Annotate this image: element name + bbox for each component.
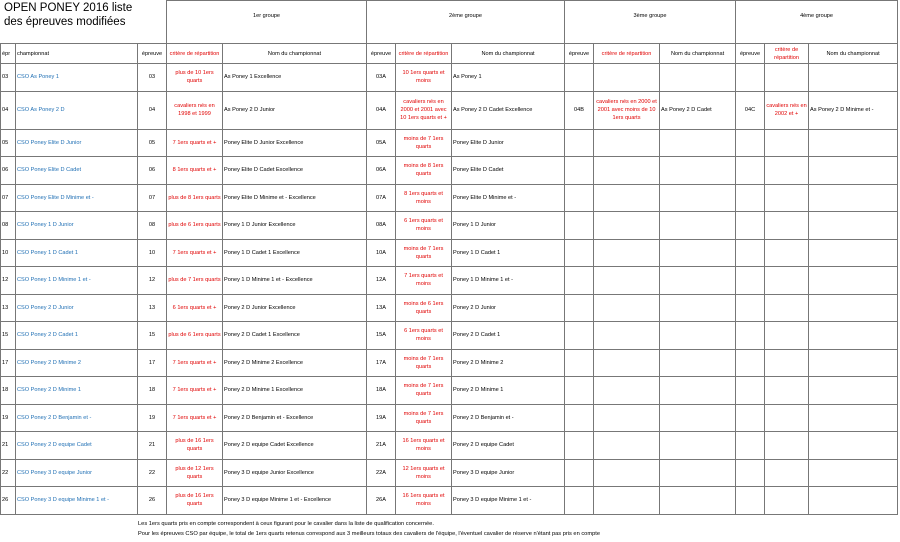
row-critere-g4 [765, 487, 809, 515]
row-critere-g3 [594, 157, 660, 185]
row-championnat: CSO Poney 1 D Minime 1 et - [16, 267, 138, 295]
row-critere-g3 [594, 404, 660, 432]
row-championnat: CSO Poney 2 D Minime 2 [16, 349, 138, 377]
row-nom-g4 [809, 404, 898, 432]
row-nom-g3 [660, 157, 736, 185]
row-championnat: CSO Poney 2 D Junior [16, 294, 138, 322]
row-epreuve-g1: 17 [138, 349, 167, 377]
row-nom-g4 [809, 322, 898, 350]
row-championnat: CSO Poney 3 D equipe Minime 1 et - [16, 487, 138, 515]
row-epreuve-g4: 04C [736, 91, 765, 129]
row-critere-g3 [594, 267, 660, 295]
row-critere-g2: 12 1ers quarts et moins [396, 459, 452, 487]
row-epreuve-g3 [565, 267, 594, 295]
row-epreuve-g3 [565, 322, 594, 350]
row-epr: 08 [1, 212, 16, 240]
row-critere-g4 [765, 349, 809, 377]
note-line: Pour les épreuves CSO par équipe, le total de 1ers quarts retenus correspond aux 3 meilleurs totaux des cavaliers de l'équipe, l'éventuel cavalier de réserve n'étant pas pris en compte [138, 531, 600, 537]
table-row [1, 157, 898, 185]
row-epreuve-g2: 03A [367, 64, 396, 92]
row-epreuve-g3 [565, 377, 594, 405]
row-epr: 13 [1, 294, 16, 322]
row-epreuve-g4 [736, 404, 765, 432]
row-epreuve-g2: 22A [367, 459, 396, 487]
row-epreuve-g3 [565, 432, 594, 460]
table-row [1, 349, 898, 377]
row-epreuve-g4 [736, 157, 765, 185]
row-nom-g4 [809, 129, 898, 157]
row-nom-g3 [660, 322, 736, 350]
row-nom-g2: Poney 2 D Cadet 1 [452, 322, 565, 350]
col-header-nom: Nom du championnat [660, 44, 736, 64]
row-epreuve-g4 [736, 129, 765, 157]
table-row [1, 322, 898, 350]
row-epreuve-g1: 22 [138, 459, 167, 487]
row-epreuve-g1: 06 [138, 157, 167, 185]
row-nom-g2: As Poney 2 D Cadet Excellence [452, 91, 565, 129]
row-nom-g1: Poney Elite D Junior Excellence [223, 129, 367, 157]
row-nom-g4 [809, 64, 898, 92]
col-header-epr: épr [1, 44, 16, 64]
row-nom-g2: Poney 2 D Minime 1 [452, 377, 565, 405]
row-epreuve-g1: 07 [138, 184, 167, 212]
row-epr: 21 [1, 432, 16, 460]
row-critere-g3: cavaliers nés en 2000 et 2001 avec moins de 10 1ers quarts [594, 91, 660, 129]
row-nom-g2: Poney Elite D Junior [452, 129, 565, 157]
col-header-critere: critère de répartition [396, 44, 452, 64]
row-nom-g3 [660, 349, 736, 377]
row-critere-g3 [594, 432, 660, 460]
row-epreuve-g2: 04A [367, 91, 396, 129]
row-nom-g1: As Poney 2 D Junior [223, 91, 367, 129]
row-epreuve-g3 [565, 239, 594, 267]
row-nom-g2: Poney 1 D Minime 1 et - [452, 267, 565, 295]
row-nom-g1: Poney 2 D Minime 2 Excellence [223, 349, 367, 377]
row-nom-g2: Poney Elite D Minime et - [452, 184, 565, 212]
row-epreuve-g4 [736, 322, 765, 350]
row-critere-g2: 7 1ers quarts et moins [396, 267, 452, 295]
row-epreuve-g4 [736, 64, 765, 92]
row-critere-g2: moins de 8 1ers quarts [396, 157, 452, 185]
row-nom-g1: Poney 2 D Minime 1 Excellence [223, 377, 367, 405]
col-header-critere: critère de répartition [594, 44, 660, 64]
row-nom-g3 [660, 239, 736, 267]
table-row [1, 129, 898, 157]
row-nom-g1: As Poney 1 Excellence [223, 64, 367, 92]
table-row [1, 64, 898, 92]
row-epr: 26 [1, 487, 16, 515]
row-epr: 12 [1, 267, 16, 295]
row-epr: 04 [1, 91, 16, 129]
row-critere-g3 [594, 459, 660, 487]
row-championnat: CSO Poney 1 D Cadet 1 [16, 239, 138, 267]
row-critere-g2: moins de 7 1ers quarts [396, 239, 452, 267]
row-championnat: CSO Poney 2 D Benjamin et - [16, 404, 138, 432]
row-nom-g4 [809, 239, 898, 267]
row-epreuve-g2: 05A [367, 129, 396, 157]
row-epreuve-g4 [736, 267, 765, 295]
row-epreuve-g2: 18A [367, 377, 396, 405]
table-row [1, 184, 898, 212]
col-header-epreuve: épreuve [138, 44, 167, 64]
col-header-nom: Nom du championnat [809, 44, 898, 64]
row-critere-g3 [594, 212, 660, 240]
row-epreuve-g2: 06A [367, 157, 396, 185]
row-championnat: CSO Poney Elite D Minime et - [16, 184, 138, 212]
table-row [1, 404, 898, 432]
row-epr: 03 [1, 64, 16, 92]
row-nom-g4 [809, 487, 898, 515]
row-critere-g2: cavaliers nés en 2000 et 2001 avec 10 1ers quarts et + [396, 91, 452, 129]
row-nom-g3 [660, 184, 736, 212]
row-epreuve-g2: 19A [367, 404, 396, 432]
row-nom-g1: Poney 1 D Junior Excellence [223, 212, 367, 240]
row-nom-g2: Poney 1 D Cadet 1 [452, 239, 565, 267]
col-header-championnat: championnat [16, 44, 138, 64]
row-epreuve-g2: 26A [367, 487, 396, 515]
row-critere-g1: 7 1ers quarts et + [167, 377, 223, 405]
row-epr: 15 [1, 322, 16, 350]
row-nom-g4 [809, 349, 898, 377]
row-critere-g1: plus de 16 1ers quarts [167, 487, 223, 515]
group-3-header: 3ème groupe [565, 1, 736, 44]
row-epreuve-g2: 08A [367, 212, 396, 240]
row-critere-g4 [765, 157, 809, 185]
row-nom-g1: Poney 1 D Minime 1 et - Excellence [223, 267, 367, 295]
row-critere-g1: 7 1ers quarts et + [167, 239, 223, 267]
row-epreuve-g2: 17A [367, 349, 396, 377]
row-nom-g2: Poney 3 D equipe Minime 1 et - [452, 487, 565, 515]
col-header-epreuve: épreuve [736, 44, 765, 64]
row-epr: 19 [1, 404, 16, 432]
row-epreuve-g1: 21 [138, 432, 167, 460]
row-championnat: CSO Poney Elite D Junior [16, 129, 138, 157]
row-epreuve-g1: 08 [138, 212, 167, 240]
row-epreuve-g4 [736, 432, 765, 460]
row-epreuve-g4 [736, 294, 765, 322]
table-row [1, 459, 898, 487]
row-championnat: CSO Poney Elite D Cadet [16, 157, 138, 185]
row-critere-g4 [765, 267, 809, 295]
row-critere-g1: plus de 10 1ers quarts [167, 64, 223, 92]
row-nom-g3 [660, 212, 736, 240]
row-critere-g4 [765, 64, 809, 92]
row-critere-g1: plus de 16 1ers quarts [167, 432, 223, 460]
row-critere-g1: plus de 7 1ers quarts [167, 267, 223, 295]
row-nom-g2: Poney 2 D Benjamin et - [452, 404, 565, 432]
row-critere-g2: moins de 7 1ers quarts [396, 404, 452, 432]
notes [138, 519, 600, 539]
row-epreuve-g1: 05 [138, 129, 167, 157]
row-critere-g4: cavaliers nés en 2002 et + [765, 91, 809, 129]
row-nom-g3 [660, 64, 736, 92]
row-epreuve-g1: 10 [138, 239, 167, 267]
col-header-critere: critère de répartition [765, 44, 809, 64]
row-epreuve-g3 [565, 64, 594, 92]
group-4-header: 4ème groupe [736, 1, 898, 44]
row-nom-g4 [809, 212, 898, 240]
row-critere-g2: moins de 7 1ers quarts [396, 349, 452, 377]
row-critere-g2: 8 1ers quarts et moins [396, 184, 452, 212]
row-epreuve-g3 [565, 157, 594, 185]
row-epreuve-g4 [736, 239, 765, 267]
table-row [1, 91, 898, 129]
row-nom-g4 [809, 184, 898, 212]
row-epreuve-g2: 21A [367, 432, 396, 460]
row-nom-g3 [660, 432, 736, 460]
row-epr: 18 [1, 377, 16, 405]
table-row [1, 239, 898, 267]
row-epreuve-g3 [565, 184, 594, 212]
table-row [1, 212, 898, 240]
row-epreuve-g3 [565, 404, 594, 432]
col-header-nom: Nom du championnat [223, 44, 367, 64]
row-nom-g4 [809, 459, 898, 487]
row-epreuve-g3 [565, 294, 594, 322]
row-nom-g4 [809, 157, 898, 185]
row-epreuve-g2: 12A [367, 267, 396, 295]
row-critere-g1: 6 1ers quarts et + [167, 294, 223, 322]
row-critere-g3 [594, 294, 660, 322]
row-critere-g3 [594, 377, 660, 405]
col-header-nom: Nom du championnat [452, 44, 565, 64]
row-critere-g2: 6 1ers quarts et moins [396, 212, 452, 240]
row-nom-g1: Poney 3 D equipe Minime 1 et - Excellence [223, 487, 367, 515]
row-epreuve-g1: 18 [138, 377, 167, 405]
row-epreuve-g2: 10A [367, 239, 396, 267]
row-critere-g2: moins de 7 1ers quarts [396, 129, 452, 157]
row-epreuve-g4 [736, 212, 765, 240]
table-row [1, 294, 898, 322]
table-row [1, 432, 898, 460]
row-epreuve-g3 [565, 212, 594, 240]
row-nom-g2: Poney 1 D Junior [452, 212, 565, 240]
row-epr: 10 [1, 239, 16, 267]
row-critere-g4 [765, 459, 809, 487]
row-epreuve-g2: 13A [367, 294, 396, 322]
row-critere-g2: moins de 7 1ers quarts [396, 377, 452, 405]
table-row [1, 487, 898, 515]
row-nom-g2: Poney 3 D equipe Junior [452, 459, 565, 487]
row-nom-g4 [809, 294, 898, 322]
row-epreuve-g1: 04 [138, 91, 167, 129]
row-nom-g1: Poney 2 D Benjamin et - Excellence [223, 404, 367, 432]
row-nom-g3 [660, 294, 736, 322]
row-critere-g1: 7 1ers quarts et + [167, 349, 223, 377]
row-critere-g4 [765, 322, 809, 350]
row-epr: 17 [1, 349, 16, 377]
row-critere-g4 [765, 184, 809, 212]
row-nom-g1: Poney 1 D Cadet 1 Excellence [223, 239, 367, 267]
row-critere-g4 [765, 404, 809, 432]
row-nom-g3 [660, 404, 736, 432]
row-nom-g4 [809, 377, 898, 405]
row-epreuve-g2: 07A [367, 184, 396, 212]
row-nom-g3 [660, 377, 736, 405]
row-nom-g2: As Poney 1 [452, 64, 565, 92]
row-championnat: CSO Poney 2 D Cadet 1 [16, 322, 138, 350]
row-epreuve-g4 [736, 349, 765, 377]
row-critere-g4 [765, 212, 809, 240]
row-critere-g3 [594, 239, 660, 267]
row-critere-g1: plus de 6 1ers quarts [167, 322, 223, 350]
row-nom-g1: Poney Elite D Cadet Excellence [223, 157, 367, 185]
row-epr: 06 [1, 157, 16, 185]
row-critere-g3 [594, 322, 660, 350]
row-critere-g4 [765, 239, 809, 267]
row-epr: 22 [1, 459, 16, 487]
row-championnat: CSO Poney 2 D Minime 1 [16, 377, 138, 405]
row-nom-g4 [809, 432, 898, 460]
row-critere-g1: plus de 6 1ers quarts [167, 212, 223, 240]
column-header-row [1, 44, 898, 64]
row-critere-g2: 6 1ers quarts et moins [396, 322, 452, 350]
row-nom-g3 [660, 459, 736, 487]
col-header-epreuve: épreuve [565, 44, 594, 64]
row-critere-g4 [765, 377, 809, 405]
row-critere-g4 [765, 432, 809, 460]
row-epr: 07 [1, 184, 16, 212]
table-row [1, 377, 898, 405]
row-critere-g3 [594, 349, 660, 377]
row-critere-g3 [594, 129, 660, 157]
row-epreuve-g1: 26 [138, 487, 167, 515]
col-header-critere: critère de répartition [167, 44, 223, 64]
row-critere-g1: plus de 12 1ers quarts [167, 459, 223, 487]
row-epreuve-g4 [736, 377, 765, 405]
group-1-header: 1er groupe [167, 1, 367, 44]
row-critere-g4 [765, 294, 809, 322]
row-nom-g1: Poney Elite D Minime et - Excellence [223, 184, 367, 212]
row-epreuve-g4 [736, 184, 765, 212]
row-epreuve-g3 [565, 459, 594, 487]
row-epreuve-g2: 15A [367, 322, 396, 350]
row-epreuve-g4 [736, 459, 765, 487]
row-nom-g2: Poney 2 D Minime 2 [452, 349, 565, 377]
row-nom-g2: Poney 2 D equipe Cadet [452, 432, 565, 460]
row-critere-g1: 7 1ers quarts et + [167, 404, 223, 432]
row-nom-g3 [660, 487, 736, 515]
row-critere-g2: moins de 6 1ers quarts [396, 294, 452, 322]
row-epreuve-g1: 19 [138, 404, 167, 432]
row-critere-g3 [594, 487, 660, 515]
row-championnat: CSO Poney 1 D Junior [16, 212, 138, 240]
row-nom-g1: Poney 2 D Cadet 1 Excellence [223, 322, 367, 350]
row-critere-g1: plus de 8 1ers quarts [167, 184, 223, 212]
row-nom-g1: Poney 3 D equipe Junior Excellence [223, 459, 367, 487]
group-2-header: 2ème groupe [367, 1, 565, 44]
row-nom-g2: Poney 2 D Junior [452, 294, 565, 322]
row-critere-g2: 16 1ers quarts et moins [396, 487, 452, 515]
row-critere-g3 [594, 64, 660, 92]
row-epreuve-g1: 03 [138, 64, 167, 92]
row-critere-g4 [765, 129, 809, 157]
row-critere-g1: cavaliers nés en 1998 et 1999 [167, 91, 223, 129]
row-epreuve-g3 [565, 349, 594, 377]
col-header-epreuve: épreuve [367, 44, 396, 64]
row-nom-g4 [809, 267, 898, 295]
row-epreuve-g3: 04B [565, 91, 594, 129]
row-nom-g3 [660, 129, 736, 157]
row-championnat: CSO As Poney 2 D [16, 91, 138, 129]
row-epr: 05 [1, 129, 16, 157]
row-critere-g3 [594, 184, 660, 212]
row-nom-g1: Poney 2 D Junior Excellence [223, 294, 367, 322]
page-title: OPEN PONEY 2016 liste des épreuves modifiées [4, 2, 133, 28]
row-nom-g1: Poney 2 D equipe Cadet Excellence [223, 432, 367, 460]
row-nom-g4: As Poney 2 D Minime et - [809, 91, 898, 129]
row-championnat: CSO Poney 3 D equipe Junior [16, 459, 138, 487]
row-epreuve-g3 [565, 487, 594, 515]
row-nom-g3 [660, 267, 736, 295]
row-epreuve-g4 [736, 487, 765, 515]
row-championnat: CSO As Poney 1 [16, 64, 138, 92]
row-epreuve-g3 [565, 129, 594, 157]
table-row [1, 267, 898, 295]
row-epreuve-g1: 12 [138, 267, 167, 295]
note-line: Les 1ers quarts pris en compte correspondent à ceux figurant pour le cavalier dans la liste de qualification concernée. [138, 521, 434, 527]
row-nom-g3: As Poney 2 D Cadet [660, 91, 736, 129]
row-critere-g1: 7 1ers quarts et + [167, 129, 223, 157]
row-championnat: CSO Poney 2 D equipe Cadet [16, 432, 138, 460]
row-critere-g2: 16 1ers quarts et moins [396, 432, 452, 460]
row-critere-g1: 8 1ers quarts et + [167, 157, 223, 185]
row-critere-g2: 10 1ers quarts et moins [396, 64, 452, 92]
row-nom-g2: Poney Elite D Cadet [452, 157, 565, 185]
row-epreuve-g1: 15 [138, 322, 167, 350]
row-epreuve-g1: 13 [138, 294, 167, 322]
